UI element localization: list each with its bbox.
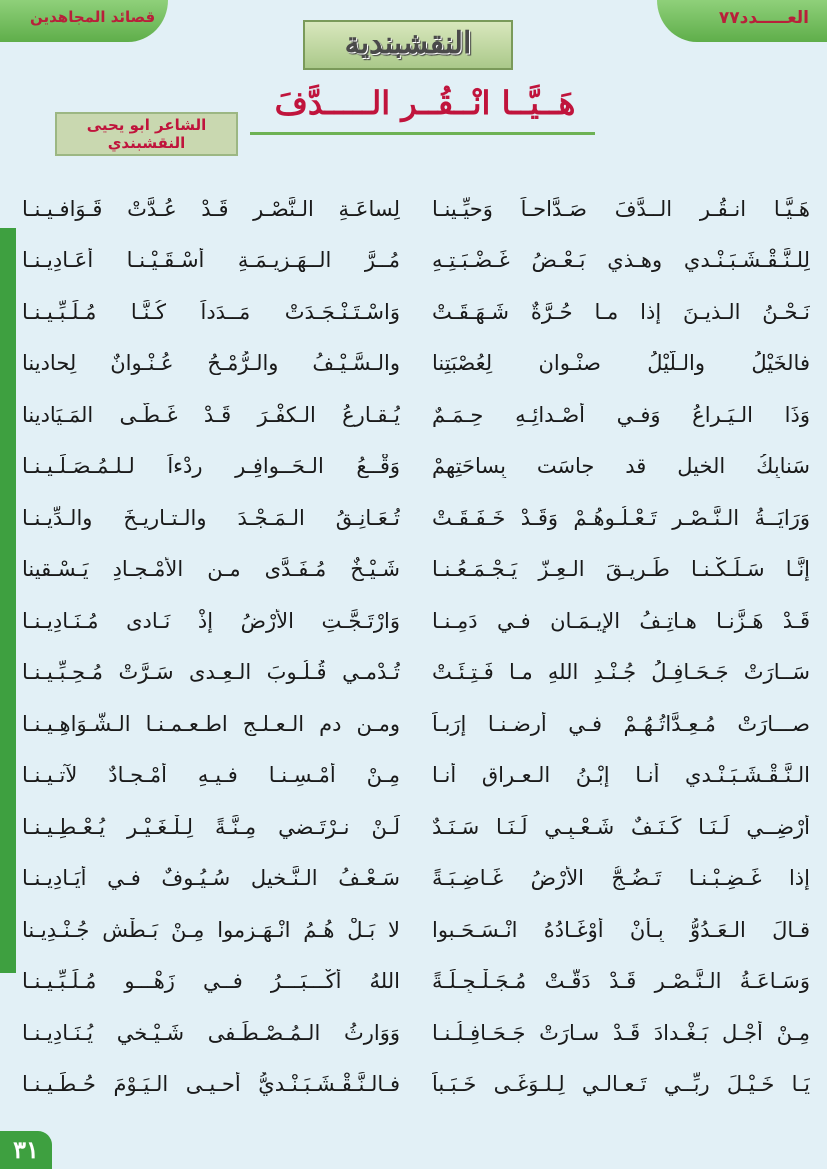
verse-row <box>22 698 810 750</box>
verse-first-hemistich: قَـدْ هَـزَّنـا هـاتِـفُ الإيـمَـانِ فـي دَمِـنـا <box>432 608 810 633</box>
verse-first-hemistich: مِـنْ أجْـلِ بَـغْـدادَ قَـدْ سـارَتْ جَـحَـافِـلُـنـا <box>432 1020 810 1045</box>
verse-row <box>22 338 810 390</box>
verse-row <box>22 1059 810 1111</box>
verse-second-hemistich: فـالـنَّـقْـشَـبَـنْـديُّ أحـيـى الـيَـوْمَ حُـطِّـيـنـا <box>22 1072 400 1097</box>
verse-second-hemistich: والـسَّـيْـفُ والـرُّمْـحُ عُـنْـوانٌ لِحادينا <box>22 351 400 376</box>
section-label: قصائد المجاهدين <box>30 8 156 26</box>
left-accent-bar <box>0 228 16 973</box>
verse-first-hemistich: إذا غَـضِـبْـنـا تَـضُـجُّ الأرْضُ غَـاضِـبَـةً <box>432 866 810 891</box>
verse-first-hemistich: أرْضِــي لَـنَـا كَـنَـفٌ شَـعْـبِـي لَـنَـا سَـنَـدٌ <box>432 814 810 839</box>
verse-first-hemistich: وَذَا الـيَـراعُ وَفـي أَصْـدائِـهِ حِـمَـمٌ <box>432 402 810 427</box>
verse-second-hemistich: شَـيْـخٌ مُـفَـدًّى مـن الأمْـجـادِ يَـسْـقينا <box>22 557 400 582</box>
verse-first-hemistich: سَنابِكُ الخيل قد جاسَت بِساحَتِهِمْ <box>432 454 810 479</box>
verse-first-hemistich: قـالَ الـعَـدُوُّ بِـأَنْ أوْغَـادُهُ انْـسَـحَـبوا <box>432 917 810 942</box>
verse-row <box>22 647 810 699</box>
verse-second-hemistich: تُـدْمـي قُـلُـوبَ الـعِـدى سَـرَّتْ مُـحِـبِّـيـنـا <box>22 660 400 685</box>
verse-first-hemistich: هَـيَّـا انـقُـر الــدَّفَ صَـدَّاحـاً وَحيِّـينـا <box>432 196 810 221</box>
verse-second-hemistich: وَاسْـتَـنْـجَـدَتْ مَــدَداً كُـنَّـا مُـلَـبِّـيـنـا <box>22 299 400 324</box>
verse-second-hemistich: سَـعْـفُ الـنَّـخيلِ سُـيُـوفٌ فـي أيَـادِيـنـا <box>22 866 400 891</box>
verse-first-hemistich: لِلـنَّـقْـشَـبَـنْـدي وهـذي بَـعْـضُ غَـضْـبَـتِـهِ <box>432 248 810 273</box>
verse-second-hemistich: تُـعَـانِـقُ الـمَـجْـدَ والـتـاريـخَ والـدِّيـنـا <box>22 505 400 530</box>
title-underline <box>250 132 595 135</box>
verse-second-hemistich: مُــرَّ الــهَـزيـمَـةِ أسْـقَـيْـنـا أعَـادِيـنـا <box>22 248 400 273</box>
verse-first-hemistich: سَــارَتْ جَـحَـافِـلُ جُـنْـدِ اللهِ مـا فَـتِـئَـتْ <box>432 660 810 685</box>
verse-first-hemistich: وَرَايَــةُ الـنَّـصْـرِ تَـعْـلُـوهُـمْ وَقَـدْ خَـفَـقَـتْ <box>432 505 810 530</box>
verse-row <box>22 235 810 287</box>
verse-row <box>22 904 810 956</box>
issue-tab <box>657 0 827 42</box>
poet-box <box>55 112 238 156</box>
verse-second-hemistich: مِـنْ أَمْـسِـنـا فـيـهِ أمْـجـادٌ لآتـيـنـا <box>22 763 400 788</box>
verse-row <box>22 853 810 905</box>
verse-row <box>22 544 810 596</box>
verse-first-hemistich: فالخَيْلُ والـلّيْلُ صنْـوانِ لِعُصْبَتِنا <box>432 351 810 376</box>
poet-name-line1: الشاعر ابو يحيى <box>86 116 207 134</box>
verse-row <box>22 1007 810 1059</box>
verse-row <box>22 595 810 647</box>
verse-row <box>22 492 810 544</box>
verse-first-hemistich: إنَّـا سَـلَـكْـنـا طَـريـقَ الـعِـزّ يَـجْـمَـعُـنـا <box>432 557 810 582</box>
verse-row <box>22 389 810 441</box>
section-tab <box>0 0 168 42</box>
section-title: النقشبندية <box>344 26 472 61</box>
verse-second-hemistich: لَـنْ نـرْتَـضي مِـنَّـةً لِـلْـغَـيْـرِ يُـعْـطِـيـنـا <box>22 814 400 839</box>
verse-second-hemistich: لا بَـلْ هُـمُ انْـهَـزموا مِـنْ بَـطْشِ جُـنْـدِيـنا <box>22 917 400 942</box>
page-number: ٣١ <box>0 1131 52 1169</box>
verse-second-hemistich: يُـقـارِعُ الـكفْـرَ قَـدْ غَـطَّـى المَـيَادينا <box>22 402 400 427</box>
verse-first-hemistich: صـــارَتْ مُـعِـدَّاتُـهُـمْ فـي أرضـنـا إرَبـاً <box>432 711 810 736</box>
verse-first-hemistich: وَسَـاعَـةُ الـنَّـصْـرِ قَـدْ دَقَّـتْ مُـجَـلْـجِـلَـةً <box>432 969 810 994</box>
poet-name-line2: النقشبندي <box>107 134 186 152</box>
section-title-box <box>303 20 513 70</box>
verse-second-hemistich: وَوَارِثُ الـمُـصْـطَـفى شَـيْـخي يُـنَـادِيـنـا <box>22 1020 400 1045</box>
verse-row <box>22 183 810 235</box>
verse-row <box>22 286 810 338</box>
verse-first-hemistich: الـنَّـقْـشَـبَـنْـدي أنـا إبْـنُ الـعـراقِ أنـا <box>432 763 810 788</box>
poem-body <box>22 183 810 1110</box>
verse-row <box>22 956 810 1008</box>
verse-first-hemistich: يَـا خَـيْـلَ رِبِّــي تَـعـالـي لِـلـوَغَـى خَـبَـباً <box>432 1072 810 1097</box>
verse-second-hemistich: وَارْتَـجَّـتِ الأرْضُ إذْ نَـادى مُـنَـادِيـنـا <box>22 608 400 633</box>
poem-title: هَــيَّــا انْــقُــر الـــــدَّفَ <box>274 84 576 122</box>
verse-row <box>22 441 810 493</box>
verse-second-hemistich: وَقْــعُ الـحَــوافِـرِ رِدْءاً لـلـمُـصَـلِّـيـنـا <box>22 454 400 479</box>
verse-first-hemistich: نَـحْـنُ الـذيـنَ إذا مـا حُـرَّةٌ شَـهَـقَـتْ <box>432 299 810 324</box>
issue-label: العـــــدد٧٧ <box>718 8 809 28</box>
verse-second-hemistich: لِساعَـةِ الـنَّصْـرِ قَـدْ عُـدَّتْ قَـوَافـيـنـا <box>22 196 400 221</box>
verse-row <box>22 750 810 802</box>
verse-second-hemistich: اللهُ أكْـــبَـــرُ فــي زَهْـــوٍ مُـلَـبِّـيـنـا <box>22 969 400 994</box>
verse-row <box>22 801 810 853</box>
verse-second-hemistich: ومـن دم الـعـلـج اطـعـمـنـا الـشَّـوَاهِـيـنـا <box>22 711 400 736</box>
